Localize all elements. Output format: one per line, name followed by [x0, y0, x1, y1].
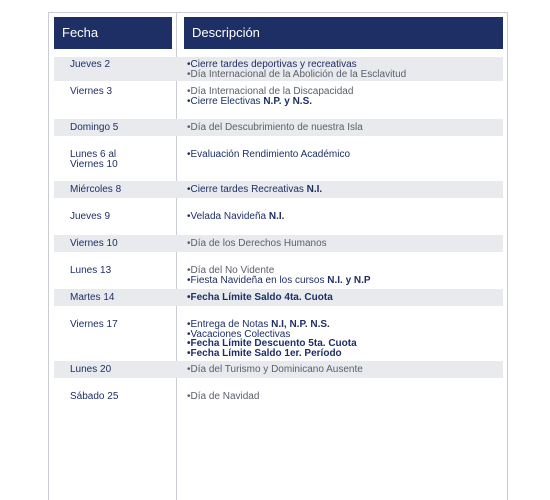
row-date: Miércoles 8: [70, 184, 122, 195]
list-item: •Velada Navideña N.I.: [187, 211, 285, 222]
row-description: [187, 123, 363, 133]
list-item: •Cierre tardes deportivas y recreativas: [187, 59, 357, 70]
list-item: •Cierre tardes Recreativas N.I.: [187, 184, 323, 195]
row-date: Lunes 13: [70, 265, 112, 276]
list-item: •Cierre Electivas N.P. y N.S.: [187, 95, 313, 107]
row-description: [187, 293, 333, 303]
list-item: •Día de Navidad: [187, 391, 260, 402]
list-item: •Fecha Límite Saldo 4ta. Cuota: [187, 292, 333, 303]
row-description: [187, 150, 350, 160]
list-item: •Día Internacional de la Abolición de la Esclavitud: [187, 68, 407, 80]
list-item: •Vacaciones Colectivas: [187, 328, 291, 340]
row-description: [187, 60, 406, 79]
row-description: [187, 239, 327, 249]
row-date: Lunes 20: [70, 364, 112, 375]
list-item: •Día Internacional de la Discapacidad: [187, 86, 354, 97]
list-item: •Entrega de Notas N.I, N.P. N.S.: [187, 319, 330, 330]
column-divider: [176, 12, 177, 500]
row-date: Lunes 6 al Viernes 10: [70, 149, 118, 170]
header-descripcion: Descripción: [184, 17, 503, 49]
row-description: [187, 87, 353, 106]
row-date: Jueves 9: [70, 211, 111, 222]
list-item: •Fecha Límite Descuento 5ta. Cuota: [187, 338, 357, 349]
list-item: •Día de los Derechos Humanos: [187, 238, 327, 249]
row-date: Viernes 3: [70, 86, 113, 97]
row-date: Viernes 17: [70, 319, 118, 330]
list-item: •Fiesta Navideña en los cursos N.I. y N.P: [187, 274, 371, 286]
row-description: [187, 320, 357, 358]
list-item: •Día del Descubrimiento de nuestra Isla: [187, 122, 363, 133]
list-item: •Evaluación Rendimiento Académico: [187, 149, 351, 160]
row-description: [187, 185, 322, 195]
list-item: •Día del No Vidente: [187, 265, 275, 276]
row-date: Martes 14: [70, 292, 115, 303]
list-item: •Fecha Límite Saldo 1er. Período: [187, 347, 342, 359]
list-item: •Día del Turismo y Dominicano Ausente: [187, 364, 363, 375]
row-description: [187, 392, 259, 402]
header-fecha: Fecha: [54, 17, 172, 49]
row-date: Viernes 10: [70, 238, 118, 249]
row-date: Jueves 2: [70, 59, 111, 70]
row-date: Sábado 25: [70, 391, 119, 402]
row-description: [187, 266, 371, 285]
row-date: Domingo 5: [70, 122, 119, 133]
row-description: [187, 212, 284, 222]
row-description: [187, 365, 363, 375]
